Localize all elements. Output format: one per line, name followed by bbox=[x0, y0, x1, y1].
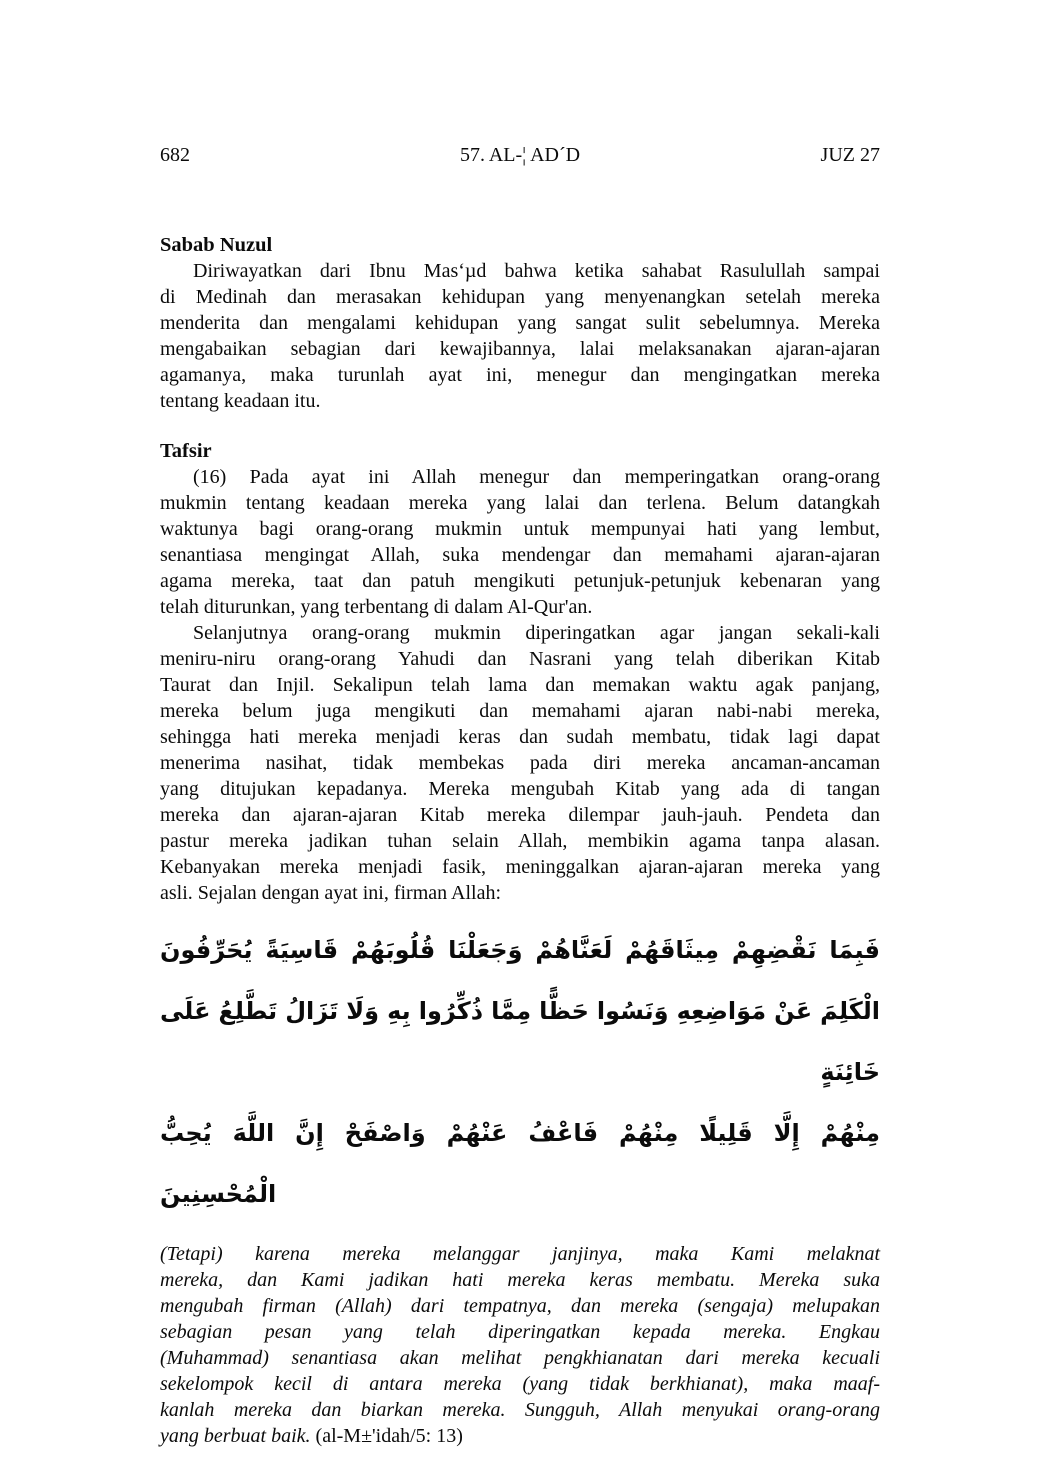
text-line: الْكَلِمَ عَنْ مَوَاضِعِهِ وَنَسُوا حَظًّا مِمَّا ذُكِّرُوا بِهِ وَلَا تَزَالُ تَطَّلِعُ عَلَى خَائِنَةٍ bbox=[160, 997, 880, 1086]
verse-reference: (al-M±'idah/5: 13) bbox=[315, 1425, 463, 1447]
surah-title: 57. AL-¦ AD´D bbox=[459, 144, 581, 166]
text-line: فَبِمَا نَقْضِهِمْ مِيثَاقَهُمْ لَعَنَّاهُمْ وَجَعَلْنَا قُلُوبَهُمْ قَاسِيَةً يُحَرِّفُونَ bbox=[160, 936, 880, 964]
sabab-nuzul-paragraph bbox=[160, 258, 880, 414]
text-line: menerima nasihat, tidak membekas pada diri mereka ancaman-ancaman bbox=[160, 752, 880, 774]
text-line: senantiasa mengingat Allah, suka mendengar dan memahami ajaran-ajaran bbox=[160, 544, 880, 566]
text-line: mengabaikan sebagian dari kewajibannya, lalai melaksanakan ajaran-ajaran bbox=[160, 338, 880, 360]
text-line: sekelompok kecil di antara mereka (yang tidak berkhianat), maka maaf- bbox=[160, 1373, 880, 1395]
page-header bbox=[160, 143, 880, 168]
text-line: meniru-niru orang-orang Yahudi dan Nasrani yang telah diberikan Kitab bbox=[160, 648, 880, 670]
text-line: waktunya bagi orang-orang mukmin untuk mempunyai hati yang lembut, bbox=[160, 518, 880, 540]
text-line: (16) Pada ayat ini Allah menegur dan memperingatkan orang-orang bbox=[193, 466, 880, 488]
text-line: Kebanyakan mereka menjadi fasik, meninggalkan ajaran-ajaran mereka yang bbox=[160, 856, 880, 878]
tafsir-paragraph-1 bbox=[160, 464, 880, 620]
text-line: mereka dan ajaran-ajaran Kitab mereka dilempar jauh-jauh. Pendeta dan bbox=[160, 804, 880, 826]
text-line: agama mereka, taat dan patuh mengikuti petunjuk-petunjuk kebenaran yang bbox=[160, 570, 880, 592]
text-line: telah diturunkan, yang terbentang di dalam Al-Qur'an. bbox=[160, 596, 593, 618]
text-line: asli. Sejalan dengan ayat ini, firman Allah: bbox=[160, 882, 502, 904]
text-line: sehingga hati mereka menjadi keras dan sudah membatu, tidak lagi dapat bbox=[160, 726, 880, 748]
text-line: mereka belum juga mengikuti dan memahami ajaran nabi-nabi mereka, bbox=[160, 700, 880, 722]
text-line: yang ditujukan kepadanya. Mereka mengubah Kitab yang ada di tangan bbox=[160, 778, 880, 800]
text-line: Diriwayatkan dari Ibnu Mas‘µd bahwa ketika sahabat Rasulullah sampai bbox=[193, 260, 880, 282]
page-number: 682 bbox=[160, 144, 190, 166]
translation-last-line bbox=[160, 1423, 880, 1449]
text-line: sebagian pesan yang telah diperingatkan kepada mereka. Engkau bbox=[160, 1321, 880, 1343]
text-line: kanlah mereka dan biarkan mereka. Sungguh, Allah menyukai orang-orang bbox=[160, 1399, 880, 1421]
sabab-nuzul-heading: Sabab Nuzul bbox=[160, 234, 273, 256]
juz-label: JUZ 27 bbox=[820, 144, 880, 166]
text-line: tentang keadaan itu. bbox=[160, 390, 321, 412]
text-line: mereka, dan Kami jadikan hati mereka keras membatu. Mereka suka bbox=[160, 1269, 880, 1291]
text-line: di Medinah dan merasakan kehidupan yang menyenangkan setelah mereka bbox=[160, 286, 880, 308]
text-line: agamanya, maka turunlah ayat ini, menegur dan mengingatkan mereka bbox=[160, 364, 880, 386]
text-line: مِنْهُمْ إِلَّا قَلِيلًا مِنْهُمْ فَاعْفُ عَنْهُمْ وَاصْفَحْ إِنَّ اللَّهَ يُحِبُّ الْمُحْسِنِينَ bbox=[160, 1119, 880, 1208]
text-line: (Tetapi) karena mereka melanggar janjinya, maka Kami melaknat bbox=[160, 1243, 880, 1265]
tafsir-heading: Tafsir bbox=[160, 440, 212, 462]
text-line: pastur mereka jadikan tuhan selain Allah, membikin agama tanpa alasan. bbox=[160, 830, 880, 852]
translation-last-fragment: yang berbuat baik. bbox=[160, 1425, 311, 1447]
arabic-verse bbox=[160, 920, 880, 1225]
tafsir-paragraph-2 bbox=[160, 620, 880, 906]
text-line: mengubah firman (Allah) dari tempatnya, dan mereka (sengaja) melupakan bbox=[160, 1295, 880, 1317]
text-line: menderita dan mengalami kehidupan yang sangat sulit sebelumnya. Mereka bbox=[160, 312, 880, 334]
text-line: Taurat dan Injil. Sekalipun telah lama dan memakan waktu agak panjang, bbox=[160, 674, 880, 696]
text-line: mukmin tentang keadaan mereka yang lalai dan terlena. Belum datangkah bbox=[160, 492, 880, 514]
verse-translation bbox=[160, 1241, 880, 1423]
text-line: (Muhammad) senantiasa akan melihat pengkhianatan dari mereka kecuali bbox=[160, 1347, 880, 1369]
text-line: Selanjutnya orang-orang mukmin diperingatkan agar jangan sekali-kali bbox=[193, 622, 880, 644]
